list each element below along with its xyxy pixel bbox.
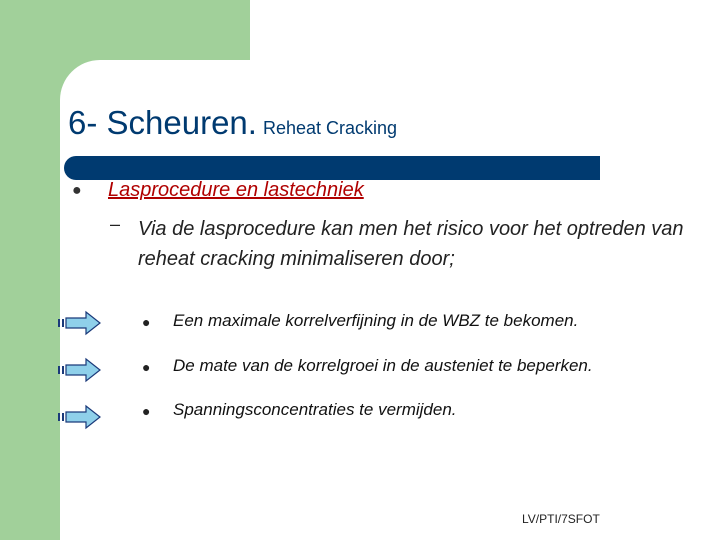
title-underline-bar — [64, 156, 600, 180]
list-item: Spanningsconcentraties te vermijden. — [173, 400, 457, 419]
bullet-heading: Lasprocedure en lastechniek — [108, 179, 364, 201]
list-item: Een maximale korrelverfijning in de WBZ te bekomen. — [173, 311, 579, 330]
item-bullet-icon: ● — [142, 359, 151, 375]
arrow-icon — [58, 404, 102, 430]
title-subtitle: Reheat Cracking — [262, 118, 398, 138]
bullet-icon: ● — [72, 182, 82, 199]
sub-text: Via de lasprocedure kan men het risico voor het optreden van reheat cracking minimaliseren door; — [138, 218, 684, 270]
item-bullet-icon: ● — [142, 314, 151, 330]
dash-marker: – — [110, 214, 121, 234]
footer-code: LV/PTI/7SFOT — [522, 512, 600, 526]
arrow-icon — [58, 357, 102, 383]
title-main: 6- Scheuren. — [68, 104, 257, 141]
list-item: De mate van de korrelgroei in de austeniet te beperken. — [173, 356, 593, 375]
item-bullet-icon: ● — [142, 403, 151, 419]
slide-title — [68, 104, 397, 142]
arrow-icon — [58, 310, 102, 336]
